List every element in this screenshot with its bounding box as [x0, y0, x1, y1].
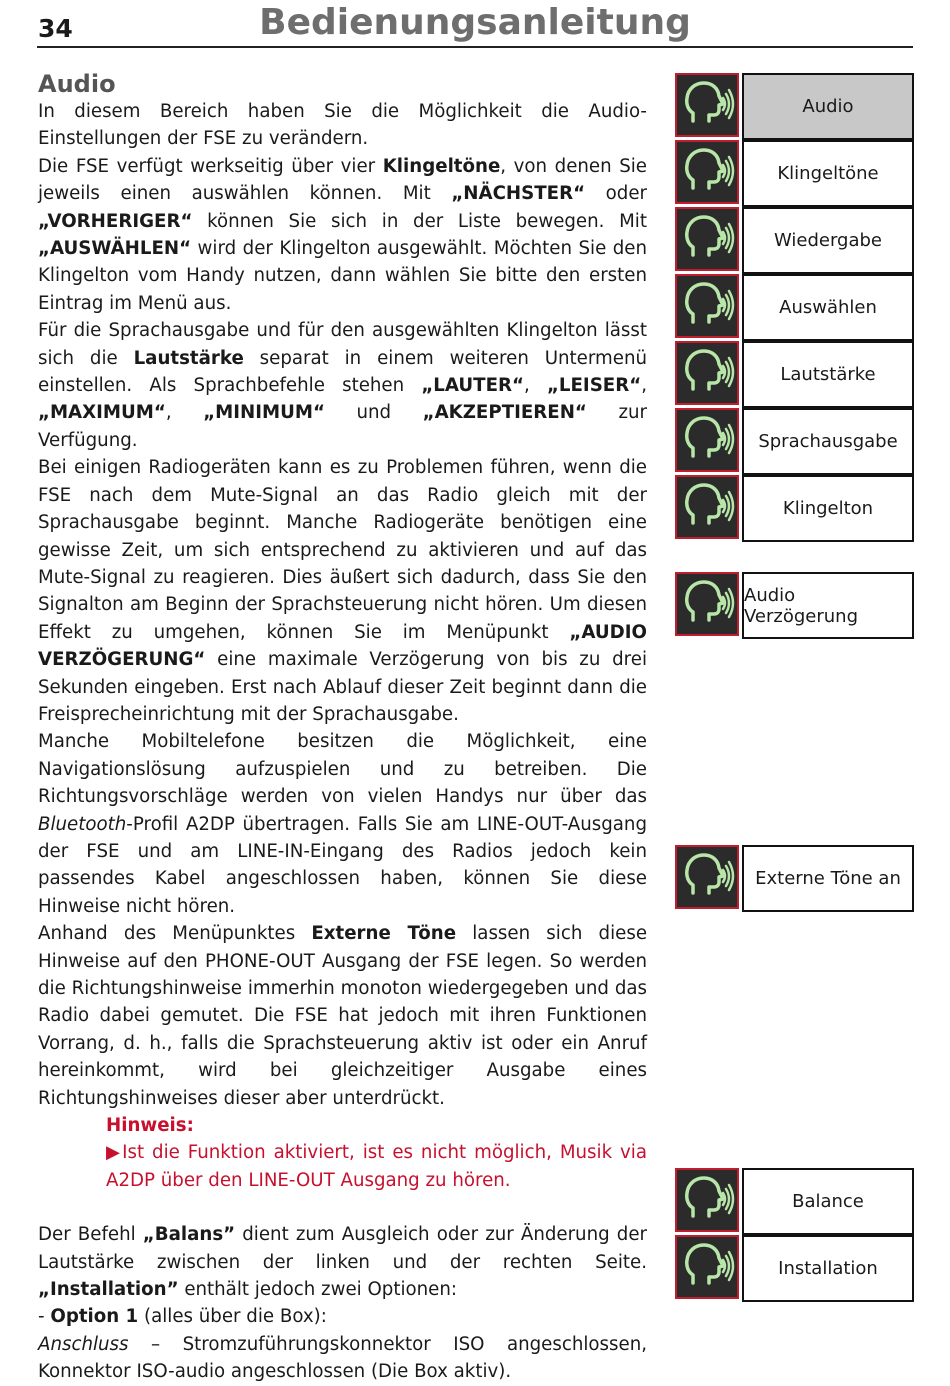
voice-control-icon	[675, 341, 739, 405]
menu-group-balance	[675, 1168, 914, 1302]
voice-control-icon	[675, 408, 739, 472]
menu-item-audio[interactable]	[675, 73, 914, 140]
header-rule	[37, 46, 913, 48]
paragraph-option: - Option 1 (alles über die Box):	[38, 1306, 327, 1328]
menu-group-external	[675, 845, 914, 912]
menu-item-externe-toene[interactable]	[675, 845, 914, 912]
spacer	[38, 1194, 647, 1221]
voice-control-icon	[675, 207, 739, 271]
paragraph-intro: In diesem Bereich haben Sie die Möglichkeit die Audio-Einstellungen der FSE zu verändern.	[38, 101, 647, 150]
voice-control-icon	[675, 1168, 739, 1232]
paragraph-connection: Anschluss – Stromzuführungskonnektor ISO angeschlossen, Konnektor ISO-audio angeschlossen (Die Box aktiv).	[38, 1333, 647, 1383]
menu-item-sprachausgabe[interactable]	[675, 408, 914, 475]
paragraph-navigation: Manche Mobiltelefone besitzen die Möglichkeit, eine Navigationslösung aufzuspielen und zu betreiben. Die Richtungsvorschläge werden von vielen Handys nur über das Bluetooth-Profil A2DP übertragen. Falls Sie am LINE-OUT-Ausgang der FSE und am LINE-IN-Eingang des Radios jedoch kein passendes Kabel angeschlossen haben, können Sie diese Hinweise nicht hören.	[38, 731, 647, 917]
paragraph-ringtones: Die FSE verfügt werkseitig über vier Klingeltöne, von denen Sie jeweils einen auswählen können. Mit „NÄCHSTER“ oder „VORHERIGER“ können Sie sich in der Liste bewegen. Mit „AUSWÄHLEN“ wird der Klingelton ausgewählt. Möchten Sie den Klingelton vom Handy nutzen, dann wählen Sie bitte den ersten Eintrag im Menü aus.	[38, 155, 647, 314]
page-number: 34	[38, 14, 73, 43]
menu-item-installation[interactable]	[675, 1235, 914, 1302]
voice-control-icon	[675, 1235, 739, 1299]
menu-label: Audio Verzögerung	[742, 572, 914, 639]
menu-item-klingeltoene[interactable]	[675, 140, 914, 207]
menu-label: Lautstärke	[742, 341, 914, 408]
menu-label: Wiedergabe	[742, 207, 914, 274]
voice-control-icon	[675, 845, 739, 909]
voice-control-icon	[675, 475, 739, 539]
menu-item-balance[interactable]	[675, 1168, 914, 1235]
menu-label: Externe Töne an	[742, 845, 914, 912]
menu-item-wiedergabe[interactable]	[675, 207, 914, 274]
menu-label: Auswählen	[742, 274, 914, 341]
main-text	[38, 68, 647, 1386]
note-title: Hinweis:	[106, 1115, 194, 1137]
paragraph-balance: Der Befehl „Balans” dient zum Ausgleich oder zur Änderung der Lautstärke zwischen der linken und der rechten Seite. „Installation” enthält jedoch zwei Optionen:	[38, 1224, 648, 1301]
menu-label: Sprachausgabe	[742, 408, 914, 475]
note-arrow-icon: ▶	[106, 1142, 123, 1164]
voice-control-icon	[675, 572, 739, 636]
menu-label: Balance	[742, 1168, 914, 1235]
menu-label: Installation	[742, 1235, 914, 1302]
menu-item-klingelton[interactable]	[675, 475, 914, 542]
paragraph-external-tones: Anhand des Menüpunktes Externe Töne lassen sich diese Hinweise auf den PHONE-OUT Ausgang der FSE legen. So werden die Richtungshinweise immerhin monoton wiedergegeben und das Radio dabei gemutet. Die FSE hat jedoch mit ihren Funktionen Vorrang, d. h., falls die Sprachsteuerung aktiv ist oder ein Anruf hereinkommt, wird bei gleichzeitiger Ausgabe eines Richtungshinweises dieser aber unterdrückt.	[38, 923, 648, 1109]
menu-item-lautstaerke[interactable]	[675, 341, 914, 408]
voice-control-icon	[675, 274, 739, 338]
section-title: Audio	[38, 70, 116, 98]
menu-group-audio	[675, 73, 914, 542]
menu-label: Audio	[742, 73, 914, 140]
menu-group-audio-delay	[675, 572, 914, 639]
menu-label: Klingelton	[742, 475, 914, 542]
menu-item-auswaehlen[interactable]	[675, 274, 914, 341]
note-text: ▶Ist die Funktion aktiviert, ist es nicht möglich, Musik via A2DP über den LINE-OUT Ausgang zu hören.	[106, 1142, 647, 1191]
voice-control-icon	[675, 140, 739, 204]
voice-control-icon	[675, 73, 739, 137]
menu-item-audio-verzoegerung[interactable]	[675, 572, 914, 639]
paragraph-volume: Für die Sprachausgabe und für den ausgewählten Klingelton lässt sich die Lautstärke separat in einem weiteren Untermenü einstellen. Als Sprachbefehle stehen „LAUTER“, „LEISER“, „MAXIMUM“, „MINIMUM“ und „AKZEPTIEREN“ zur Verfügung.	[38, 320, 647, 451]
paragraph-audio-delay: Bei einigen Radiogeräten kann es zu Problemen führen, wenn die FSE nach dem Mute-Signal an das Radio gleich mit der Sprachausgabe beginnt. Manche Radiogeräte benötigen eine gewisse Zeit, um sich entsprechend zu aktivieren und auf das Mute-Signal zu reagieren. Dies äußert sich dadurch, dass Sie den Signalton am Beginn der Sprachsteuerung nicht hören. Um diesen Effekt zu umgehen, können Sie im Menüpunkt „AUDIO VERZÖGERUNG“ eine maximale Verzögerung von bis zu drei Sekunden eingeben. Erst nach Ablauf dieser Zeit beginnt dann die Freisprecheinrichtung mit der Sprachausgabe.	[38, 457, 647, 725]
menu-label: Klingeltöne	[742, 140, 914, 207]
page-header: Bedienungsanleitung	[259, 2, 691, 43]
